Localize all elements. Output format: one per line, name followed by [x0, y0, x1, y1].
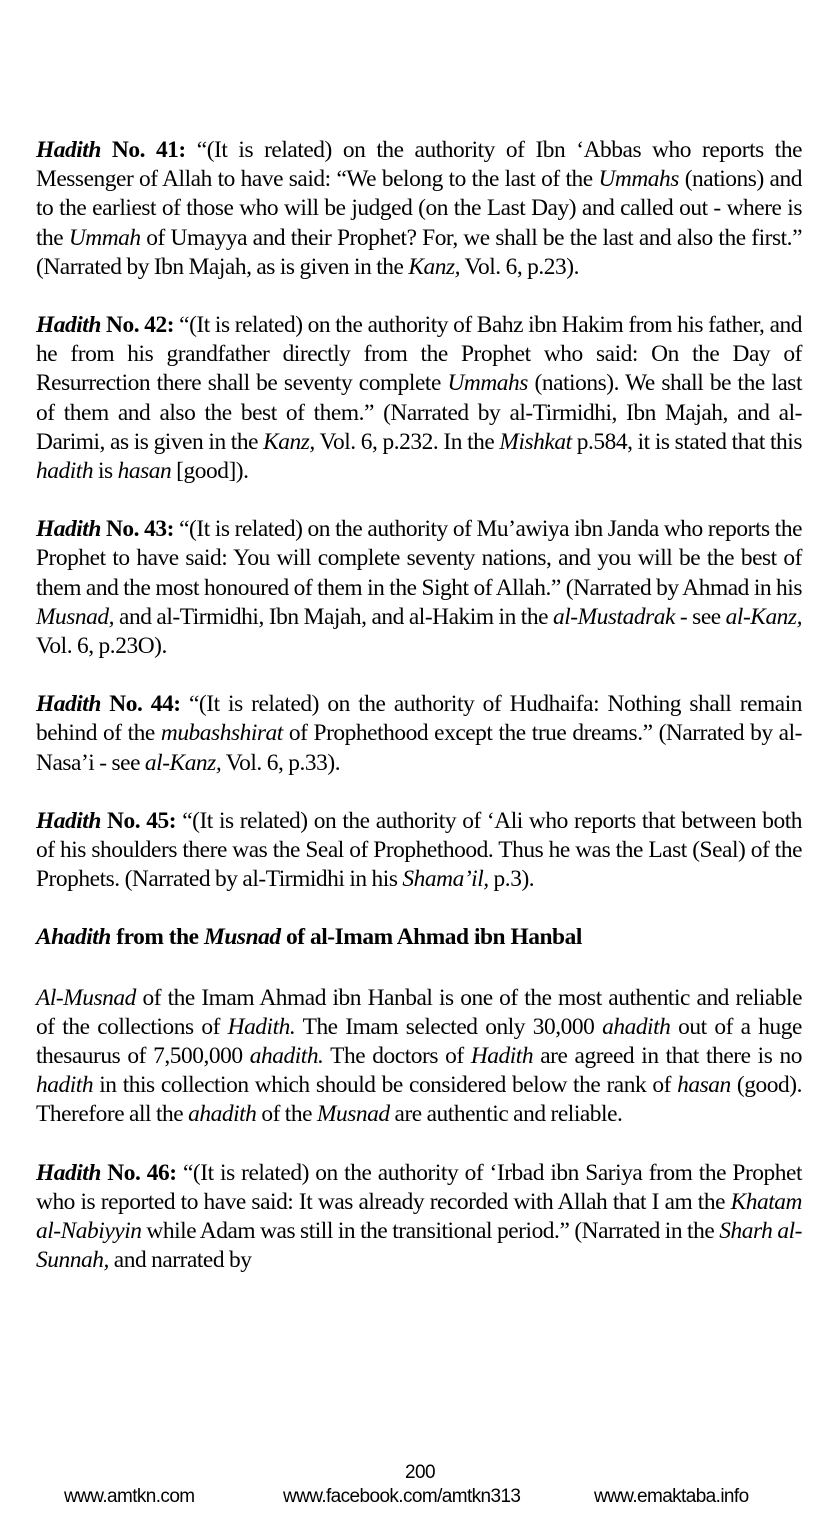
italic-term: Sharh al-Sunnah,	[36, 1218, 803, 1274]
hadith-number: No. 46:	[100, 1159, 177, 1186]
hadith-number: No. 42:	[100, 312, 175, 339]
text-run: “(It is related) on the authority of Hudhaifa: Nothing shall remain behind of the	[36, 691, 802, 747]
text-run: “(It is related) on the authority of Bahz ibn Hakim from his father, and he from his grandfather directly from the Prophet who said: On the Day of Resurrection there shall be seventy complete	[36, 312, 802, 397]
text-run: p.584, it is stated that this	[571, 428, 802, 455]
text-run: of al-Imam Ahmad ibn Hanbal	[280, 924, 582, 951]
text-run: and narrated by	[108, 1247, 252, 1274]
italic-term: mubashshirat	[160, 720, 283, 747]
footer-link-emaktaba[interactable]: www.emaktaba.info	[594, 1486, 749, 1507]
italic-term: Ummah	[68, 224, 141, 251]
text-run: from the	[110, 924, 205, 951]
italic-term: Mishkat	[499, 428, 572, 455]
text-run: Vol. 6, p.232. In the	[314, 428, 500, 455]
text-run: of Umayya and their Prophet? For, we shall be the last and also the first.” (Narrated by Ibn Majah, as is given in the	[36, 224, 803, 280]
italic-term: Musnad	[204, 924, 281, 951]
italic-term: Kanz,	[408, 253, 461, 280]
italic-term: hadith	[36, 458, 94, 485]
hadith-number: No. 43:	[100, 516, 174, 543]
page-body	[36, 136, 802, 1305]
hadith-number: No. 41:	[100, 137, 186, 163]
italic-term: Hadith.	[227, 1013, 296, 1040]
footer-link-facebook[interactable]: www.facebook.com/amtkn313	[283, 1486, 521, 1507]
text-run: (nations). We shall be the last of them and also the best of them.” (Narrated by al-Tirmidhi, Ibn Majah, and al-Darimi, as is given in the	[36, 370, 803, 455]
italic-term: Kanz,	[263, 428, 315, 455]
text-run: The Imam selected only 30,000	[295, 1013, 603, 1040]
text-run: [good]).	[171, 458, 249, 485]
page-number: 200	[405, 1462, 435, 1483]
text-run: of Prophethood except the true dreams.” (Narrated by al-Nasa’i - see	[36, 720, 802, 776]
hadith-label: Hadith	[36, 1159, 101, 1186]
italic-term: Al-Musnad	[36, 984, 136, 1011]
italic-term: Musnad,	[36, 603, 115, 630]
italic-term: Ahadith	[36, 924, 111, 951]
text-run: of the Imam Ahmad ibn Hanbal is one of the most authentic and reliable of the collections of	[36, 984, 802, 1040]
hadith-label: Hadith	[36, 516, 101, 543]
italic-term: Musnad	[316, 1101, 390, 1128]
hadith-46	[36, 1159, 802, 1276]
italic-term: ahadith	[602, 1013, 671, 1040]
hadith-number: No. 44:	[100, 691, 181, 718]
text-run: p.3).	[488, 866, 535, 893]
text-run: (nations) and to the earliest of those who will be judged (on the Last Day) and called out - where is the	[36, 166, 802, 251]
hadith-42	[36, 311, 802, 486]
text-run: Vol. 6, p.23).	[460, 253, 579, 280]
section-heading	[36, 923, 802, 952]
musnad-intro-paragraph	[36, 984, 802, 1130]
text-run: “(It is related) on the authority of ‘Irbad ibn Sariya from the Prophet who is reported to have said: It was already recorded with Allah that I am the	[36, 1159, 802, 1215]
text-run: is	[93, 458, 118, 485]
italic-term: Khatam al-Nabiyyin	[36, 1188, 802, 1245]
text-run: (good). Therefore all the	[36, 1072, 802, 1128]
text-run: and al-Tirmidhi, Ibn Majah, and al-Hakim in the	[114, 603, 553, 630]
italic-term: Shama’il,	[402, 866, 489, 893]
hadith-43	[36, 515, 802, 661]
text-run: are agreed in that there is no	[533, 1043, 802, 1070]
text-run: - see	[674, 603, 726, 630]
italic-term: hasan	[117, 458, 172, 485]
hadith-label: Hadith	[36, 691, 101, 718]
italic-term: hadith	[36, 1072, 94, 1099]
text-run: in this collection which should be considered below the rank of	[93, 1072, 678, 1099]
text-run: The doctors of	[323, 1043, 471, 1070]
page-footer	[0, 1462, 840, 1510]
footer-link-amtkn[interactable]: www.amtkn.com	[64, 1486, 195, 1507]
hadith-44	[36, 690, 802, 778]
text-run: Vol. 6, p.33).	[221, 749, 341, 776]
hadith-label: Hadith	[36, 137, 101, 163]
italic-term: ahadith	[188, 1101, 257, 1128]
hadith-label: Hadith	[36, 312, 101, 339]
footer-links	[0, 1484, 840, 1510]
italic-term: al-Mustadrak	[552, 603, 675, 630]
hadith-number: No. 45:	[100, 807, 177, 834]
italic-term: hasan	[677, 1072, 731, 1099]
hadith-41	[36, 136, 802, 282]
italic-term: al-Kanz,	[725, 603, 802, 630]
text-run: of the	[256, 1101, 317, 1128]
italic-term: Ummahs	[598, 166, 679, 193]
italic-term: Ummahs	[447, 370, 528, 397]
hadith-45	[36, 807, 802, 895]
italic-term: al-Kanz,	[144, 749, 222, 776]
text-run: out of a huge thesaurus of 7,500,000	[36, 1013, 802, 1070]
hadith-label: Hadith	[36, 807, 101, 834]
text-run: “(It is related) on the authority of Ibn ‘Abbas who reports the Messenger of Allah to have said: “We belong to the last of the	[36, 137, 803, 193]
text-run: “(It is related) on the authority of ‘Ali who reports that between both of his shoulders there was the Seal of Prophethood. Thus he was the Last (Seal) of the Prophets. (Narrated by al-Tirmidhi in his	[36, 807, 802, 893]
text-run: while Adam was still in the transitional period.” (Narrated in the	[141, 1218, 720, 1245]
text-run: Vol. 6, p.23O).	[36, 633, 167, 660]
italic-term: Hadith	[470, 1043, 534, 1070]
italic-term: ahadith.	[249, 1043, 324, 1070]
text-run: are authentic and reliable.	[389, 1101, 623, 1128]
text-run: “(It is related) on the authority of Mu’awiya ibn Janda who reports the Prophet to have said: You will complete seventy nations, and you will be the best of them and the most honoured of them in the Sight of Allah.” (Narrated by Ahmad in his	[36, 516, 802, 601]
